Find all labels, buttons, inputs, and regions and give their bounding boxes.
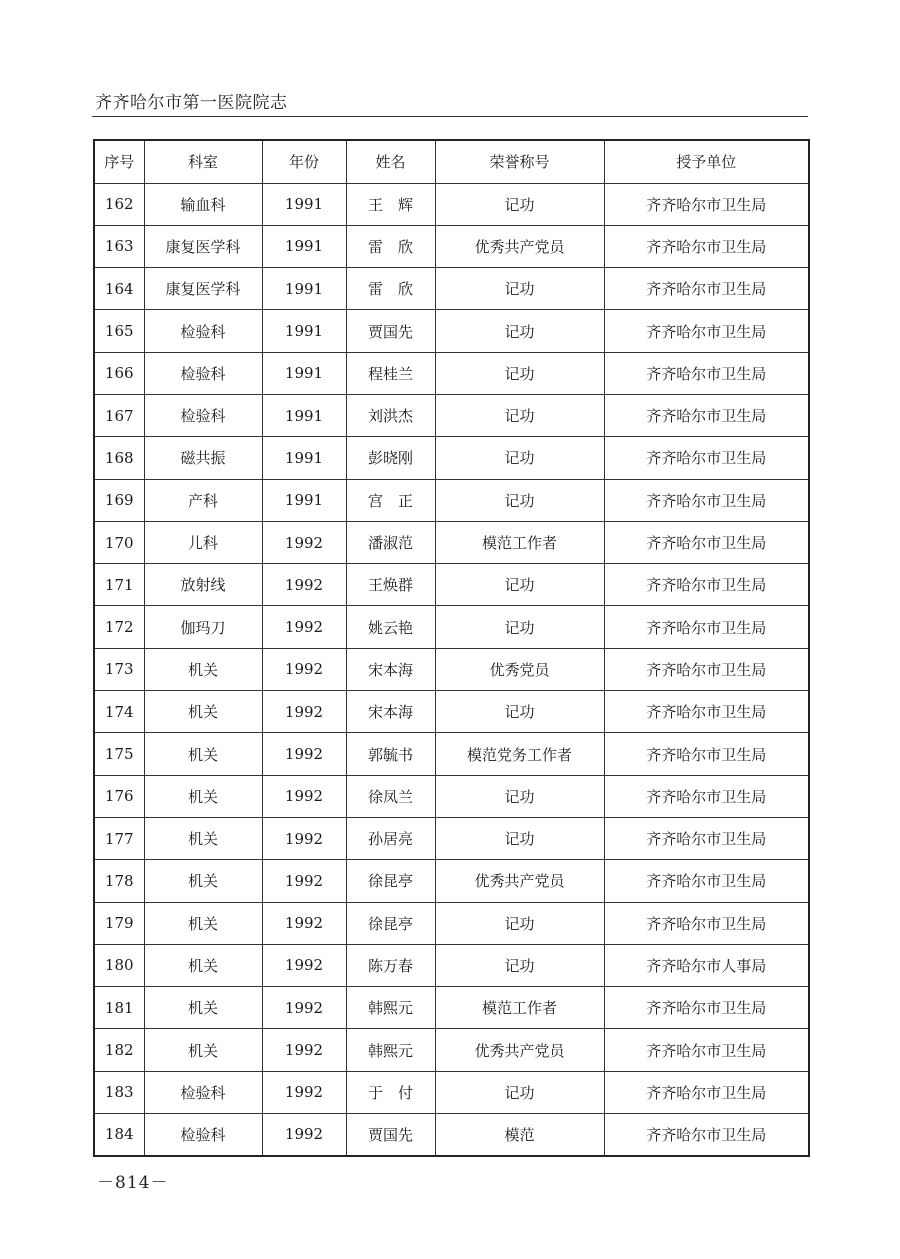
- cell-name: 雷 欣: [346, 268, 435, 310]
- cell-index: 184: [94, 1114, 144, 1156]
- cell-honor: 记功: [435, 564, 604, 606]
- cell-department: 康复医学科: [144, 225, 262, 267]
- cell-index: 170: [94, 521, 144, 563]
- table-row: [94, 944, 809, 986]
- cell-name: 孙居亮: [346, 817, 435, 859]
- cell-honor: 优秀共产党员: [435, 1029, 604, 1071]
- cell-honor: 记功: [435, 606, 604, 648]
- cell-department: 机关: [144, 775, 262, 817]
- cell-honor: 优秀党员: [435, 648, 604, 690]
- cell-year: 1992: [262, 1114, 346, 1156]
- cell-index: 178: [94, 860, 144, 902]
- column-header-year: 年份: [262, 140, 346, 183]
- cell-issuer: 齐齐哈尔市卫生局: [604, 1114, 809, 1156]
- cell-honor: 记功: [435, 394, 604, 436]
- column-header-index: 序号: [94, 140, 144, 183]
- cell-issuer: 齐齐哈尔市卫生局: [604, 564, 809, 606]
- cell-honor: 模范工作者: [435, 521, 604, 563]
- cell-name: 宋本海: [346, 691, 435, 733]
- cell-issuer: 齐齐哈尔市卫生局: [604, 225, 809, 267]
- table-row: [94, 987, 809, 1029]
- cell-department: 检验科: [144, 352, 262, 394]
- cell-year: 1992: [262, 606, 346, 648]
- cell-issuer: 齐齐哈尔市卫生局: [604, 691, 809, 733]
- cell-year: 1992: [262, 902, 346, 944]
- table-row: [94, 817, 809, 859]
- cell-honor: 优秀共产党员: [435, 860, 604, 902]
- cell-index: 172: [94, 606, 144, 648]
- cell-honor: 优秀共产党员: [435, 225, 604, 267]
- cell-index: 167: [94, 394, 144, 436]
- cell-index: 171: [94, 564, 144, 606]
- cell-name: 王 辉: [346, 183, 435, 225]
- cell-index: 182: [94, 1029, 144, 1071]
- cell-honor: 记功: [435, 183, 604, 225]
- cell-honor: 记功: [435, 691, 604, 733]
- cell-index: 164: [94, 268, 144, 310]
- cell-honor: 记功: [435, 944, 604, 986]
- cell-year: 1992: [262, 648, 346, 690]
- table-row: [94, 733, 809, 775]
- cell-index: 165: [94, 310, 144, 352]
- cell-index: 174: [94, 691, 144, 733]
- cell-name: 王焕群: [346, 564, 435, 606]
- cell-name: 韩熙元: [346, 1029, 435, 1071]
- table-row: [94, 775, 809, 817]
- table-row: [94, 564, 809, 606]
- cell-name: 韩熙元: [346, 987, 435, 1029]
- cell-index: 180: [94, 944, 144, 986]
- cell-department: 机关: [144, 648, 262, 690]
- cell-department: 机关: [144, 944, 262, 986]
- page-number: －814－: [97, 1173, 169, 1193]
- cell-department: 机关: [144, 691, 262, 733]
- cell-name: 宫 正: [346, 479, 435, 521]
- cell-index: 166: [94, 352, 144, 394]
- cell-department: 检验科: [144, 1114, 262, 1156]
- column-header-name: 姓名: [346, 140, 435, 183]
- cell-year: 1992: [262, 987, 346, 1029]
- cell-issuer: 齐齐哈尔市卫生局: [604, 268, 809, 310]
- cell-name: 贾国先: [346, 310, 435, 352]
- cell-honor: 记功: [435, 775, 604, 817]
- cell-honor: 模范工作者: [435, 987, 604, 1029]
- table-row: [94, 691, 809, 733]
- cell-name: 姚云艳: [346, 606, 435, 648]
- cell-name: 于 付: [346, 1071, 435, 1113]
- cell-issuer: 齐齐哈尔市卫生局: [604, 1071, 809, 1113]
- cell-year: 1992: [262, 733, 346, 775]
- cell-department: 检验科: [144, 1071, 262, 1113]
- table-row: [94, 225, 809, 267]
- cell-year: 1992: [262, 521, 346, 563]
- cell-year: 1992: [262, 775, 346, 817]
- cell-index: 169: [94, 479, 144, 521]
- table-row: [94, 648, 809, 690]
- cell-year: 1992: [262, 1029, 346, 1071]
- table-row: [94, 1071, 809, 1113]
- cell-issuer: 齐齐哈尔市卫生局: [604, 733, 809, 775]
- table-row: [94, 1029, 809, 1071]
- cell-department: 机关: [144, 817, 262, 859]
- cell-honor: 记功: [435, 268, 604, 310]
- cell-name: 贾国先: [346, 1114, 435, 1156]
- cell-name: 程桂兰: [346, 352, 435, 394]
- cell-year: 1992: [262, 817, 346, 859]
- table-row: [94, 1114, 809, 1156]
- cell-department: 检验科: [144, 394, 262, 436]
- cell-issuer: 齐齐哈尔市卫生局: [604, 606, 809, 648]
- cell-name: 徐昆亭: [346, 860, 435, 902]
- cell-department: 机关: [144, 1029, 262, 1071]
- cell-issuer: 齐齐哈尔市卫生局: [604, 310, 809, 352]
- cell-department: 产科: [144, 479, 262, 521]
- cell-year: 1991: [262, 479, 346, 521]
- cell-department: 机关: [144, 860, 262, 902]
- cell-year: 1991: [262, 352, 346, 394]
- cell-year: 1991: [262, 183, 346, 225]
- cell-department: 伽玛刀: [144, 606, 262, 648]
- cell-name: 徐昆亭: [346, 902, 435, 944]
- cell-year: 1992: [262, 860, 346, 902]
- cell-department: 机关: [144, 987, 262, 1029]
- cell-year: 1992: [262, 944, 346, 986]
- cell-index: 163: [94, 225, 144, 267]
- cell-issuer: 齐齐哈尔市卫生局: [604, 817, 809, 859]
- cell-issuer: 齐齐哈尔市卫生局: [604, 648, 809, 690]
- cell-issuer: 齐齐哈尔市卫生局: [604, 394, 809, 436]
- running-head-title: 齐齐哈尔市第一医院院志: [95, 93, 288, 113]
- cell-year: 1991: [262, 310, 346, 352]
- cell-year: 1992: [262, 691, 346, 733]
- cell-index: 162: [94, 183, 144, 225]
- cell-index: 177: [94, 817, 144, 859]
- cell-issuer: 齐齐哈尔市卫生局: [604, 183, 809, 225]
- table-row: [94, 902, 809, 944]
- cell-department: 机关: [144, 733, 262, 775]
- cell-issuer: 齐齐哈尔市卫生局: [604, 437, 809, 479]
- cell-honor: 记功: [435, 817, 604, 859]
- cell-name: 雷 欣: [346, 225, 435, 267]
- cell-issuer: 齐齐哈尔市卫生局: [604, 352, 809, 394]
- cell-name: 郭毓书: [346, 733, 435, 775]
- cell-index: 176: [94, 775, 144, 817]
- cell-issuer: 齐齐哈尔市卫生局: [604, 1029, 809, 1071]
- cell-issuer: 齐齐哈尔市卫生局: [604, 860, 809, 902]
- cell-name: 徐凤兰: [346, 775, 435, 817]
- cell-index: 179: [94, 902, 144, 944]
- cell-year: 1991: [262, 268, 346, 310]
- table-row: [94, 606, 809, 648]
- table-row: [94, 479, 809, 521]
- cell-year: 1991: [262, 225, 346, 267]
- table-row: [94, 352, 809, 394]
- cell-department: 儿科: [144, 521, 262, 563]
- column-header-department: 科室: [144, 140, 262, 183]
- table-header-row: [94, 140, 809, 183]
- header-rule: [92, 116, 808, 117]
- cell-name: 宋本海: [346, 648, 435, 690]
- cell-honor: 模范党务工作者: [435, 733, 604, 775]
- cell-department: 机关: [144, 902, 262, 944]
- table-row: [94, 310, 809, 352]
- cell-honor: 记功: [435, 479, 604, 521]
- cell-honor: 记功: [435, 437, 604, 479]
- cell-index: 181: [94, 987, 144, 1029]
- table-body: [94, 183, 809, 1156]
- cell-issuer: 齐齐哈尔市卫生局: [604, 987, 809, 1029]
- column-header-issuer: 授予单位: [604, 140, 809, 183]
- cell-index: 168: [94, 437, 144, 479]
- cell-issuer: 齐齐哈尔市卫生局: [604, 902, 809, 944]
- table-row: [94, 860, 809, 902]
- cell-issuer: 齐齐哈尔市卫生局: [604, 775, 809, 817]
- table-row: [94, 521, 809, 563]
- cell-department: 磁共振: [144, 437, 262, 479]
- table-row: [94, 183, 809, 225]
- cell-year: 1991: [262, 437, 346, 479]
- cell-name: 彭晓刚: [346, 437, 435, 479]
- cell-honor: 记功: [435, 1071, 604, 1113]
- cell-index: 175: [94, 733, 144, 775]
- table-row: [94, 437, 809, 479]
- cell-honor: 模范: [435, 1114, 604, 1156]
- cell-department: 放射线: [144, 564, 262, 606]
- cell-issuer: 齐齐哈尔市卫生局: [604, 479, 809, 521]
- cell-issuer: 齐齐哈尔市人事局: [604, 944, 809, 986]
- cell-issuer: 齐齐哈尔市卫生局: [604, 521, 809, 563]
- cell-year: 1992: [262, 564, 346, 606]
- cell-year: 1991: [262, 394, 346, 436]
- cell-index: 173: [94, 648, 144, 690]
- cell-name: 陈万春: [346, 944, 435, 986]
- table-row: [94, 394, 809, 436]
- cell-year: 1992: [262, 1071, 346, 1113]
- cell-department: 检验科: [144, 310, 262, 352]
- cell-honor: 记功: [435, 352, 604, 394]
- cell-name: 潘淑范: [346, 521, 435, 563]
- cell-name: 刘洪杰: [346, 394, 435, 436]
- cell-department: 康复医学科: [144, 268, 262, 310]
- cell-honor: 记功: [435, 310, 604, 352]
- cell-index: 183: [94, 1071, 144, 1113]
- cell-department: 输血科: [144, 183, 262, 225]
- column-header-honor: 荣誉称号: [435, 140, 604, 183]
- cell-honor: 记功: [435, 902, 604, 944]
- honors-table: [93, 139, 810, 1157]
- table-row: [94, 268, 809, 310]
